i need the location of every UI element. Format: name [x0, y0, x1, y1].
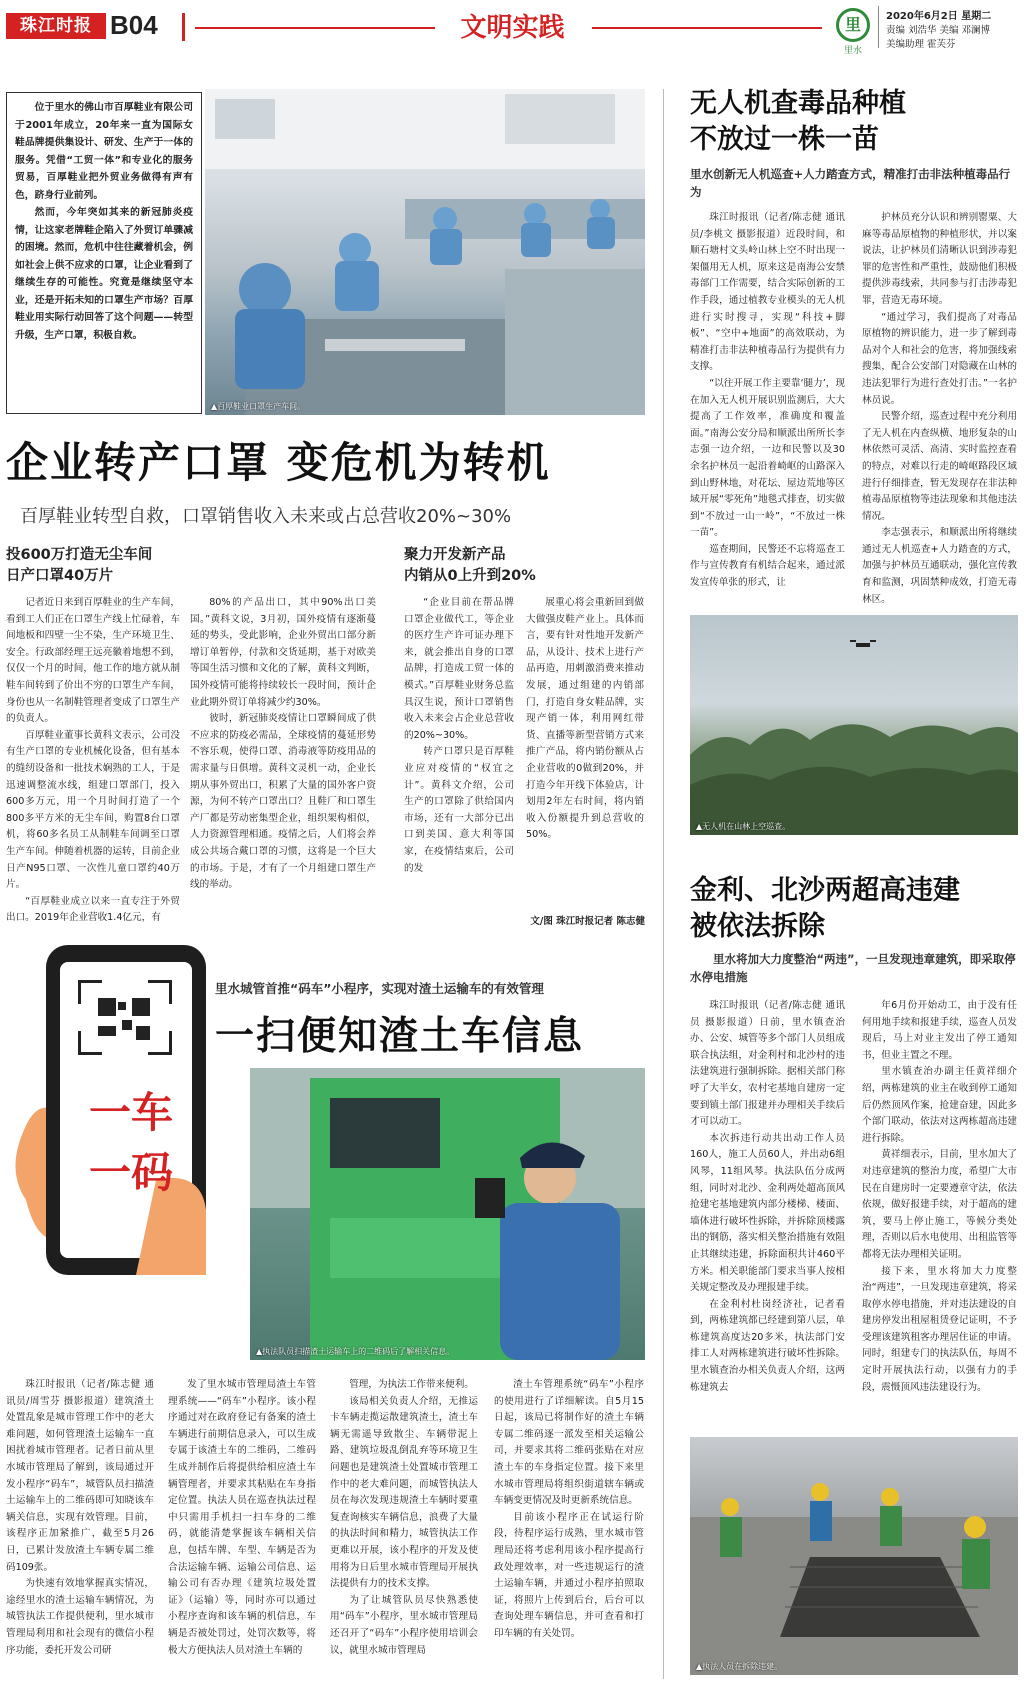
article2-column-1 — [690, 210, 845, 605]
date-line: 2020年6月2日 星期二 — [886, 11, 992, 22]
forest-illustration — [690, 615, 1018, 835]
paragraph: “以往开展工作主要靠‘腿力’，现在加入无人机开展识别监测后，大大提高了工作效率，准确度和覆盖面。”南海公安分局和顺派出所所长李志强一边介绍，一边和民警以及30余名护林员一起沿着崎岖的山路深入到山野林地，对花坛、屋边荒地等区域开展“零死角”地毯式排查，切实做到“不放过一山一岭”，“不放过一株一苗”。 — [690, 377, 845, 539]
masthead-bar — [0, 0, 1024, 56]
drone-icon — [850, 640, 876, 647]
article2-title: 无人机查毒品种植 不放过一株一苗 — [690, 88, 906, 155]
truck-inspection-illustration — [250, 1068, 645, 1360]
paragraph: 目前该小程序正在试运行阶段，待程序运行成熟，里水城市管理局还将考虑利用该小程序提高行政处理效率，对一些违规运行的渣土运输车辆，并通过小程序拍照取证，将照片上传到后台，后台可以查询处理车辆信息，并可查看和打印车辆的有关处罚。 — [494, 1511, 644, 1639]
paragraph: 民警介绍，巡查过程中充分利用了无人机在内查纵横、地形复杂的山林依然可灵活、高清、实时监控查看的特点，对难以行走的崎岖路段区域进行仔细排查，暂无发现存在非法种植毒品原植物等违法现象和其他违法情况。 — [862, 411, 1017, 522]
article4-title: 一扫便知渣土车信息 — [215, 1013, 585, 1059]
header-divider — [182, 13, 185, 41]
article3-title: 金利、北沙两超高违建 被依法拆除 — [690, 875, 960, 942]
header-vrule — [878, 6, 879, 48]
article1-subtitle: 百厚鞋业转型自救，口罩销售收入未来或占总营收20%~30% — [20, 506, 512, 527]
paragraph: 转产口罩只是百厚鞋业应对疫情的“权宜之计”。黄科文介绍，公司生产的口罩除了供给国内市场，还有一大部分已出口到美国、意大利等国家，在疫情结束后，公司的发 — [404, 746, 514, 874]
article1-subhead-1: 投600万打造无尘车间 日产口罩40万片 — [6, 547, 153, 584]
section-title: 文明实践 — [460, 13, 565, 43]
paragraph: 接下来，里水将加大力度整治“两违”，一旦发现违章建筑，将采取停水停电措施，并对违法建设的自建房停发出租屋租赁登记证明，不予受理该建筑租客办理居住证的申请。同时，组建专门的执法队伍，每周不定时开展执法行动，以强有力的手段，震慑顶风违法建设行为。 — [862, 1265, 1017, 1393]
paragraph: 本次拆违行动共出动工作人员160人，施工人员60人，并出动6组风琴，11组风琴。执法队伍分成两组，同时对北沙、金利两处超高顶风抢建宅基地建筑内部分楼梯、楼面、墙体进行破坏性拆除，并拆除顶楼露出的钢筋，落实相关整治措施有效阻止其继续违建，拆除面积共计460平方米。相关职能部门要求当事人按相关规定整改及办理报建手续。 — [690, 1132, 845, 1294]
paragraph: 巡查期间，民警还不忘将巡查工作与宣传教育有机结合起来，通过派发宣传单张的形式，让 — [690, 543, 845, 589]
paragraph: 珠江时报讯（记者/陈志健 通讯员/李桃文 摄影报道）近段时间，和顺石塘村文头岭山林上空不时出现一架僵用无人机，原来这是南海公安禁毒部门工作需要，结合实际创新的工作手段，通过植教专业模头的无人机进行实时搜寻，实现“科技+脚板”、“空中+地面”的高效联动，为精准打击非法种植毒品行为提供有力支撑。 — [690, 212, 845, 373]
workshop-illustration — [205, 89, 645, 415]
paragraph: 80%的产品出口，其中90%出口美国。”黄科文说，3月初，国外疫情有逐渐蔓延的势头，受此影响，企业外贸出口部分新增订单暂停，付款和交货延期，基于对欧美等国生活习惯和文化的了解，黄科文判断，国外疫情可能将持续较长一段时间，预计企业此期外贸订单将减少约30%。 — [190, 597, 376, 708]
drone-photo — [690, 615, 1018, 835]
paragraph: 彼时，新冠肺炎疫情让口罩瞬间成了供不应求的防疫必需品，全球疫情的蔓延形势不容乐观，使得口罩、消毒液等防疫用品的需求量与日俱增。黄科文灵机一动，企业长期从事外贸出口，积累了大量的国外客户资源，为何不转产口罩出口？且鞋厂和口罩生产厂都是劳动密集型企业，组织架构相似，人力资源管理相通。疫情之后，人们将会养成公共场合戴口罩的习惯，这将是一个巨大的市场。于是，才有了一个月组建口罩生产线的举动。 — [190, 713, 376, 891]
paragraph: 为快速有效地掌握真实情况，途经里水的渣土运输车辆情况，为城管执法工作提供便利，里水城市管理局利用和社会现有的微信小程序功能，委托开发公司研 — [6, 1578, 154, 1656]
paragraph: 珠江时报讯（记者/陈志健 通讯员 摄影报道）日前，里水镇查治办、公安、城管等多个部门人员组成联合执法组，对金利村和北沙村的违法建筑进行强制拆除。据相关部门称呼了大半女，农村宅基地自建房一定要到镇土部门报建并办理相关手续后才可以动工。 — [690, 1000, 845, 1128]
article1-column-4 — [526, 595, 644, 895]
paragraph: 年6月份开始动工，由于没有任何用地手续和报建手续，巡查人员发现后，马上对业主发出了停工通知书，但业主置之不理。 — [862, 1000, 1017, 1061]
column-rule — [663, 89, 664, 1679]
mask-workshop-photo — [205, 89, 645, 415]
header-rule-left — [195, 27, 435, 29]
photo-caption: ▲无人机在山林上空巡查。 — [696, 822, 791, 831]
article4-column-3 — [330, 1377, 478, 1679]
paragraph: 发了里水城市管理局渣土车管理系统——“码车”小程序。该小程序通过对在政府登记有备案的渣土车辆进行前期信息录入，可以生成专属于该渣土车的二维码，二维码生成并制作后将提供给相应渣土车辆管理者，并要求其粘贴在车身指定位置。执法人员在巡查执法过程中只需用手机扫一扫车身的二维码，就能清楚掌握该车辆相关信息，包括车牌、车型、车辆是否为合法运输车辆、运输公司信息、运输公司有否办理《建筑垃圾处置证》（运输）等，同时亦可以通过小程序查询和该车辆的机信息，车辆是否被处罚过，处罚次数等，将极大方便执法人员对渣土车辆的 — [168, 1379, 316, 1656]
intro-paragraph: 位于里水的佛山市百厚鞋业有限公司于2001年成立，20年来一直为国际女鞋品牌提供集设计、研发、生产于一体的服务。凭借“工贸一体”和专业化的服务贸易，百厚鞋业把外贸业务做得有声有色，跻身行业前列。 — [15, 102, 193, 201]
inspection-photo — [250, 1068, 645, 1360]
article1-title: 企业转产口罩 变危机为转机 — [6, 438, 551, 487]
article4-column-4 — [494, 1377, 644, 1679]
article4-column-2 — [168, 1377, 316, 1679]
intro-paragraph: 然而，今年突如其来的新冠肺炎疫情，让这家老牌鞋企陷入了外贸订单骤减的困境。然而，危机中往往藏着机会，例如社会上供不应求的口罩，让企业看到了继续生存的可能性。究竟是继续坚守本业，还是开拓未知的口罩生产市场？百厚鞋业用实际行动回答了这个问题——转型升级，生产口罩，积极自救。 — [15, 207, 193, 341]
editor-line: 责编 刘浩华 美编 邓澜博 — [886, 25, 991, 36]
photo-caption: ▲百厚鞋业口罩生产车间。 — [211, 402, 306, 411]
article3-column-1 — [690, 998, 845, 1418]
paragraph: 百厚鞋业董事长黄科文表示，公司没有生产口罩的专业机械化设备，但有基本的缝纫设备和一批技术娴熟的工人，于是迅速调整流水线，组建口罩部门，投入600多万元，用一个月时间打造了一个800多平方米的无尘车间，购置8台口罩机，将60多名员工从制鞋车间调至口罩生产车间。伸随着机器的运转，目前企业日产N95口罩、一次性儿童口罩约40万片。 — [6, 729, 180, 891]
paragraph: 该局相关负责人介绍，无推运卡车辆走揽运散建筑渣土，渣土车辆无需遥导致散尘、车辆带泥上路、建筑垃圾乱倒乱弃等环境卫生问题也是建筑渣土处置城市管理工作中的老大难问题，而城管执法人员在每次发现违规渣土车辆时要重复查询核实车辆信息，浪费了大量的执法时间和精力，城管执法工作更难以开展，该小程序的开发及使用将为日后里水城市管理局开展执法提供有力的技术支撑。 — [330, 1395, 478, 1590]
emblem-label: 里水 — [843, 46, 862, 56]
paragraph: 展重心将会重新回到做大做强皮鞋产业上。具体而言，要有针对性地开发新产品，从设计、技术上进行产品再造，用刺激消费来推动发展，通过组建的内销部门，打造自身女鞋品牌，实现产销一体，利用网红带货、直播等新型营销方式来推广产品，将内销份额从占企业营收的0做到20%，并打造今年开线下体验店，计划用2年左右时间，将内销收入份额提升到总营收的50%。 — [526, 597, 644, 841]
article3-deck: 里水将加大力度整治“两违”，一旦发现违章建筑，即采取停水停电措施 — [690, 952, 1016, 984]
article4-deck: 里水城管首推“码车”小程序，实现对渣土运输车的有效管理 — [215, 981, 544, 996]
rooftop-illustration — [690, 1437, 1018, 1675]
paragraph: 珠江时报讯（记者/陈志健 通讯员/周雪芬 摄影报道）建筑渣土处置乱象是城市管理工作中的老大难问题，如何管理渣土运输车一直困扰着城市管理者。记者日前从里水城市管理局了解到，该局通过开发小程序“码车”，城管队员扫描渣土运输车上的二维码即可知晓该车辆关信息，实现有效管理。目前，该程序正加紧推广，截至5月26日，已累计发放渣土车辆专属二维码109张。 — [6, 1379, 154, 1573]
paragraph: 渣土车管理系统“码车”小程序的使用进行了详细解读。自5月15日起，该局已将制作好的渣土车辆专属二维码逐一派发至相关运输公司，并要求其将二维码张贴在对应渣土车的车身指定位置。接下来里水城市管理局将组织街道辖车辆或车辆变更情况及时更新系统信息。 — [494, 1379, 644, 1507]
paragraph: 里水镇查治办副主任黄祥细介绍，两栋建筑的业主在收到停工通知后仍然顶风作案，抢建奋建，因此多个部门联动，依法对这两栋超高违建进行拆除。 — [862, 1066, 1017, 1144]
photo-caption: ▲执法人员在拆除违建。 — [696, 1662, 783, 1671]
paragraph: 护林员充分认识和辨别罂粟、大麻等毒品原植物的种植形状，并以案说法，让护林员们清晰认识到涉毒犯罪的危害性和严重性，鼓励他们积极提供涉毒线索，共同参与打击涉毒犯罪，营造无毒环境。 — [862, 212, 1017, 306]
article1-subhead-2: 聚力开发新产品 内销从0上升到20% — [404, 547, 536, 584]
page-number: B04 — [110, 10, 158, 40]
proof-line: 美编助理 霍芙芬 — [886, 39, 956, 50]
header-rule-right — [592, 27, 822, 29]
one-car-label: 一车 — [88, 1088, 173, 1137]
article2-column-2 — [862, 210, 1017, 605]
article1-column-2 — [190, 595, 376, 930]
article1-byline: 文/图 珠江时报记者 陈志健 — [530, 916, 645, 927]
article2-deck: 里水创新无人机巡查+人力踏查方式，精准打击非法种植毒品行为 — [690, 167, 1011, 199]
one-code-label: 一码 — [88, 1148, 173, 1197]
paragraph: 为了让城管队员尽快熟悉使用“码车”小程序，里水城市管理局还召开了“码车”小程序使用培训会议，就里水城市管理局 — [330, 1594, 478, 1656]
paragraph: “通过学习，我们提高了对毒品原植物的辨识能力，进一步了解到毒品对个人和社会的危害，将加强线索搜集，配合公安部门对隐藏在山林的违法犯罪行为进行查处打击。”一名护林员说。 — [862, 311, 1017, 406]
article3-column-2 — [862, 998, 1017, 1418]
paragraph: 黄祥细表示，目前，里水加大了对违章建筑的整治力度，希望广大市民在自建房时一定要遵章守法，依法依规，做好报建手续，对于超高的建筑，要马上停止施工，等候分类处理，否则以后水电使用、出租监管等都将无法办理相关证明。 — [862, 1149, 1017, 1260]
article1-column-1 — [6, 595, 180, 930]
photo-caption: ▲执法队员扫描渣土运输车上的二维码后了解相关信息。 — [256, 1347, 455, 1356]
paragraph: “企业目前在帮品牌口罩企业做代工，等企业的医疗生产许可证办理下来，就会推出自身的口罩品牌，打造成工贸一体的模式。”百厚鞋业财务总监具汉生说，预计口罩销售收入未来会占企业总营收的20%~30%。 — [404, 597, 514, 741]
paragraph: 在金利村杜岗经济社，记者看到，两栋建筑都已经建到第八层，单栋建筑高度达20多米，执法部门安排工人对两栋建筑进行破坏性拆除。里水镇查治办相关负责人介绍，这两栋建筑去 — [690, 1298, 845, 1393]
article1-column-3 — [404, 595, 514, 895]
demolition-photo — [690, 1437, 1018, 1675]
hand-phone-graphic — [6, 940, 206, 1280]
lishui-emblem-icon: 里 — [836, 8, 870, 42]
article1-intro-box — [6, 92, 202, 414]
paragraph: 李志强表示，和顺派出所将继续通过无人机巡查+人力踏查的方式，加强与护林员互通联动，强化宣传教育和监测，巩固禁种成效，打造无毒林区。 — [862, 527, 1017, 605]
paragraph: 管理，为执法工作带来便利。 — [349, 1379, 474, 1390]
paper-logo: 珠江时报 — [6, 13, 106, 39]
paragraph: “百厚鞋业成立以来一直专注于外贸出口。2019年企业营收1.4亿元，有 — [6, 895, 180, 924]
article4-column-1 — [6, 1377, 154, 1679]
paragraph: 记者近日来到百厚鞋业的生产车间，看到工人们正在口罩生产线上忙碌着，车间地板和四壁一尘不染，生产环境卫生、安全。行政部经理王远亮徽着地想不到，仅仅一个月的时间，他工作的地方就从制鞋车间转到了价出不穷的口罩生产车间，身份也从一名制鞋管理者变成了口罩生产的负责人。 — [6, 597, 180, 725]
